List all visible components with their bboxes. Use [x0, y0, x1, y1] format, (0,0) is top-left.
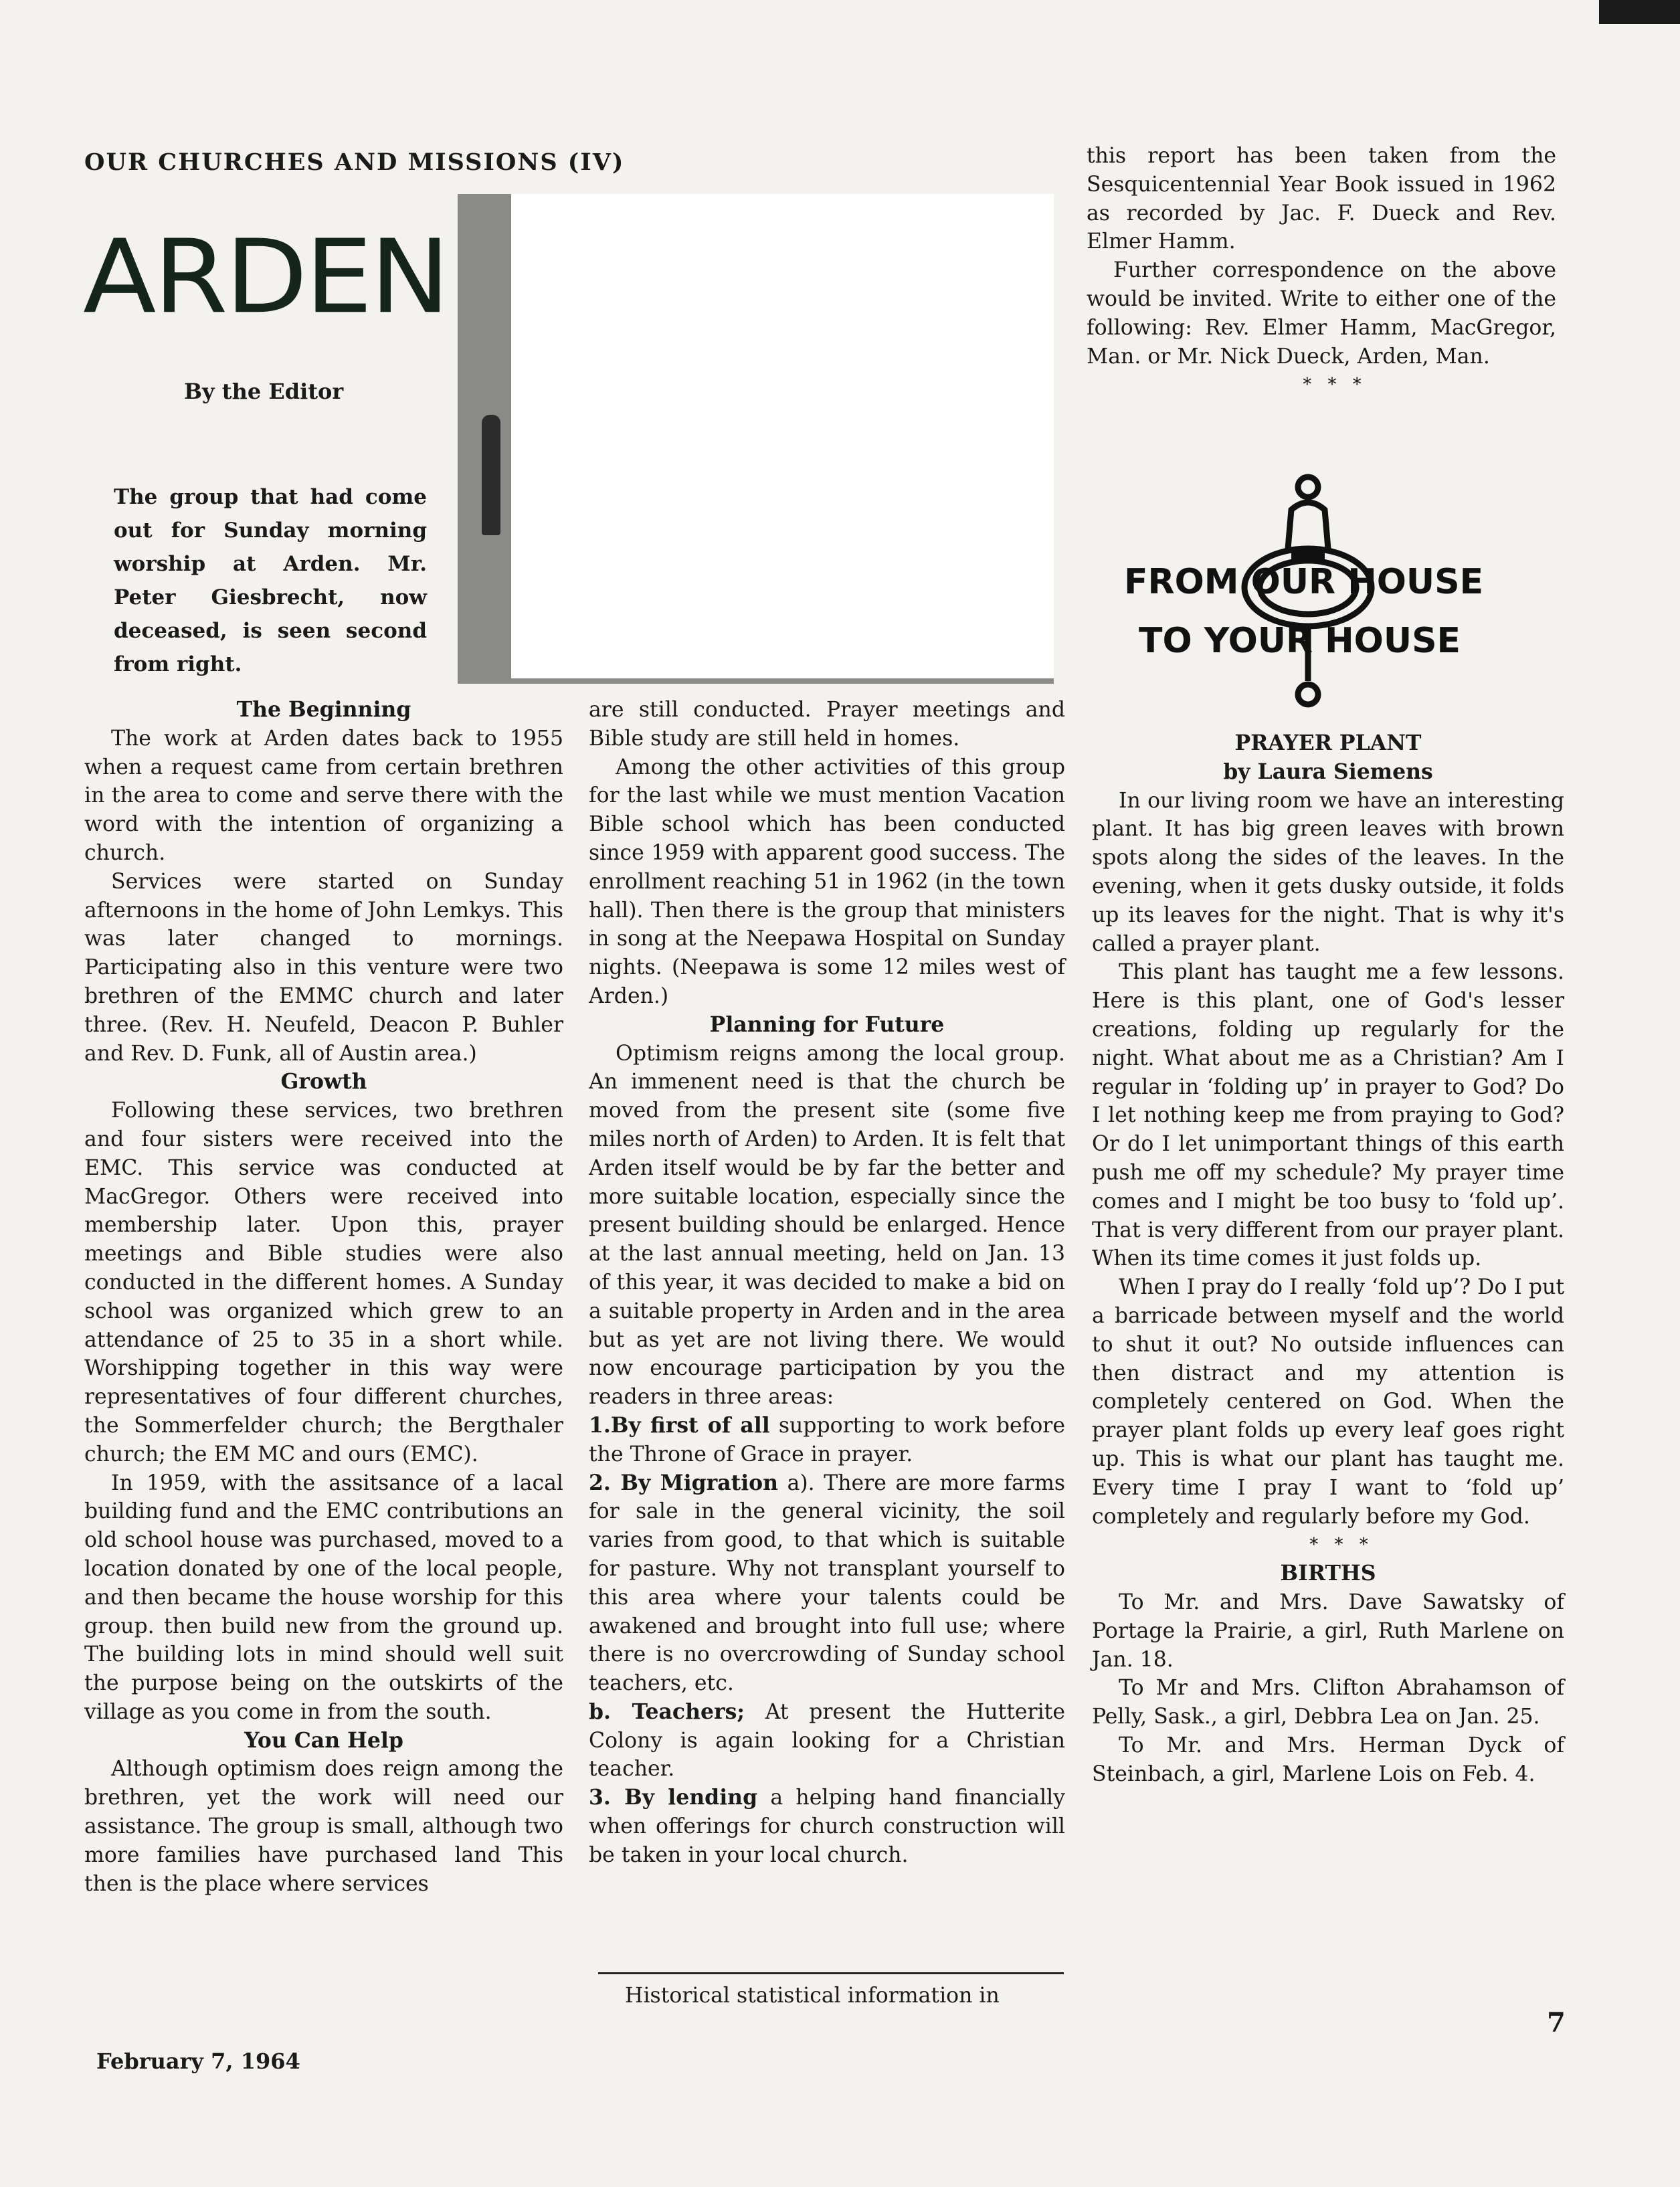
article-column-2	[589, 696, 1065, 1870]
paragraph: Services were started on Sunday afternoons in the home of John Lemkys. This was later changed to mornings. Participating also in this venture were two brethren of the EMMC church and later three. (Rev. H. Neufeld, Deacon P. Buhler and Rev. D. Funk, all of Austin area.)	[84, 869, 563, 1066]
paragraph: In our living room we have an interesting plant. It has big green leaves with brown spots along the sides of the leaves. In the evening, when it gets dusky outside, it folds up its leaves for the night. That is why it's called a prayer plant.	[1092, 788, 1564, 956]
column-divider-rule	[598, 1972, 1064, 1974]
page-number: 7	[1547, 2007, 1566, 2038]
paragraph: Further correspondence on the above would be invited. Write to either one of the following: Rev. Elmer Hamm, MacGregor, Man. or Mr. Nick Dueck, Arden, Man.	[1087, 258, 1556, 369]
paragraph: When I pray do I really ‘fold up’? Do I put a barricade between myself and the world to shut it out? No outside influences can then distract and my attention is completely centered on God. When the prayer plant folds up every leaf goes right up. This is what our plant has taught me. Every time I pray I want to ‘fold up’ completely and regularly before my God.	[1092, 1275, 1564, 1529]
photo-caption: The group that had come out for Sunday morning worship at Arden. Mr. Peter Giesbrecht, now deceased, is seen second from right.	[114, 485, 427, 676]
paragraph: are still conducted. Prayer meetings and Bible study are still held in homes.	[589, 698, 1065, 751]
list-item-lead: b. Teachers;	[589, 1699, 745, 1724]
list-item-lead: 2. By Migration	[589, 1470, 779, 1495]
section-heading: Planning for Future	[709, 1012, 945, 1037]
section-heading: PRAYER PLANT	[1234, 731, 1422, 755]
section-heading: The Beginning	[236, 697, 411, 722]
list-item-lead: 3. By lending	[589, 1785, 758, 1810]
paragraph: In 1959, with the assitsance of a lacal building fund and the EMC contributions an old school house was purchased, moved to a location donated by one of the local people, and then became the house worship for this group. then build new from the ground up. The building lots in mind should well suit the purpose being on the outskirts of the village as you come in from the south.	[84, 1470, 563, 1724]
list-item	[589, 1698, 1065, 1784]
section-heading: by Laura Siemens	[1223, 759, 1433, 784]
paragraph: Optimism reigns among the local group. An immenent need is that the church be moved from the present site (some five miles north of Arden) to Arden. It is felt that Arden itself would be by far the better and more suitable location, especially since the present building should be enlarged. Hence at the last annual meeting, held on Jan. 13 of this year, it was decided to make a bid on a suitable property in Arden and in the area but as yet are not living there. We would now encourage participation by you the readers in three areas:	[589, 1041, 1065, 1410]
article-column-1	[84, 696, 563, 1898]
paragraph: Among the other activities of this group for the last while we must mention Vacation Bible school which has been conducted since 1959 with apparent good success. The enrollment reaching 51 in 1962 (in the town hall). Then there is the group that ministers in song at the Neepawa Hospital on Sunday nights. (Neepawa is some 12 miles west of Arden.)	[589, 755, 1065, 1008]
paragraph: Following these services, two brethren and four sisters were received into the EMC. This service was conducted at MacGregor. Others were received into membership later. Upon this, prayer meetings and Bible studies were also conducted in the different homes. A Sunday school was organized which grew to an attendance of 25 to 35 in a short while. Worshipping together in this way were representatives of four different churches, the Sommerfelder church; the Bergthaler church; the EM MC and ours (EMC).	[84, 1099, 563, 1466]
list-item-text: a helping hand financially when offerings for church construction will be taken in your local church.	[589, 1786, 1066, 1867]
list-item-text: At present the Hutterite Colony is again looking for a Christian teacher.	[589, 1699, 1065, 1782]
redacted-area	[511, 194, 1054, 678]
paragraph: Although optimism does reign among the brethren, yet the work will need our assistance. The group is small, although two more families have purchased land This then is the place where services	[84, 1757, 563, 1896]
paragraph: To Mr. and Mrs. Herman Dyck of Steinbach, a girl, Marlene Lois on Feb. 4.	[1092, 1733, 1564, 1786]
issue-date: February 7, 1964	[96, 2049, 300, 2074]
paragraph: this report has been taken from the Sesquicentennial Year Book issued in 1962 as recorded by Jac. F. Dueck and Rev. Elmer Hamm.	[1087, 144, 1556, 254]
section-separator: * * *	[1303, 375, 1367, 395]
logo-line-1: FROM OUR HOUSE	[1124, 562, 1484, 602]
section-separator: * * *	[1309, 1535, 1374, 1555]
section-heading: You Can Help	[244, 1727, 403, 1753]
from-our-house-logo	[1097, 468, 1525, 716]
page-corner-mark	[1599, 0, 1680, 24]
list-item-lead: 1.By first of all	[589, 1412, 770, 1438]
series-title: OUR CHURCHES AND MISSIONS (IV)	[84, 149, 625, 176]
logo-line-2: TO YOUR HOUSE	[1139, 621, 1461, 661]
article-column-3-continuation	[1087, 142, 1556, 399]
paragraph: This plant has taught me a few lessons. Here is this plant, one of God's lesser creations, folding up regularly for the night. What about me as a Christian? Am I regular in ‘folding up’ in prayer to God? Do I let nothing keep me from praying to God? Or do I let unimportant things of this earth push me off my schedule? My prayer time comes and I might be too busy to ‘fold up’. That is very different from our prayer plant. When its time comes it just folds up.	[1092, 960, 1564, 1271]
list-item-text: a). There are more farms for sale in the general vicinity, the soil varies from good, to that which is suitable for pasture. Why not transplant yourself to this area where your talents could be awakened and brought into full use; where there is no overcrowding of Sunday school teachers, etc.	[589, 1470, 1065, 1696]
list-item	[589, 1784, 1065, 1869]
sidebar-column	[1092, 729, 1564, 1788]
byline: By the Editor	[184, 379, 344, 404]
paragraph: To Mr and Mrs. Clifton Abrahamson of Pelly, Sask., a girl, Debbra Lea on Jan. 25.	[1092, 1676, 1564, 1729]
list-item	[589, 1412, 1065, 1469]
section-heading: BIRTHS	[1280, 1561, 1376, 1586]
group-photo	[458, 194, 1054, 684]
list-item-text: supporting to work before the Throne of Grace in prayer.	[589, 1413, 1065, 1466]
article-title: ARDEN	[83, 217, 448, 337]
list-item	[589, 1469, 1065, 1698]
photo-figure	[482, 415, 500, 535]
paragraph: The work at Arden dates back to 1955 when a request came from certain brethren in the area to come and serve there with the word with the intention of organizing a church.	[84, 726, 563, 865]
paragraph: To Mr. and Mrs. Dave Sawatsky of Portage la Prairie, a girl, Ruth Marlene on Jan. 18.	[1092, 1590, 1564, 1672]
section-heading: Growth	[280, 1069, 367, 1095]
footnote-text: Historical statistical information in	[625, 1984, 1000, 2008]
